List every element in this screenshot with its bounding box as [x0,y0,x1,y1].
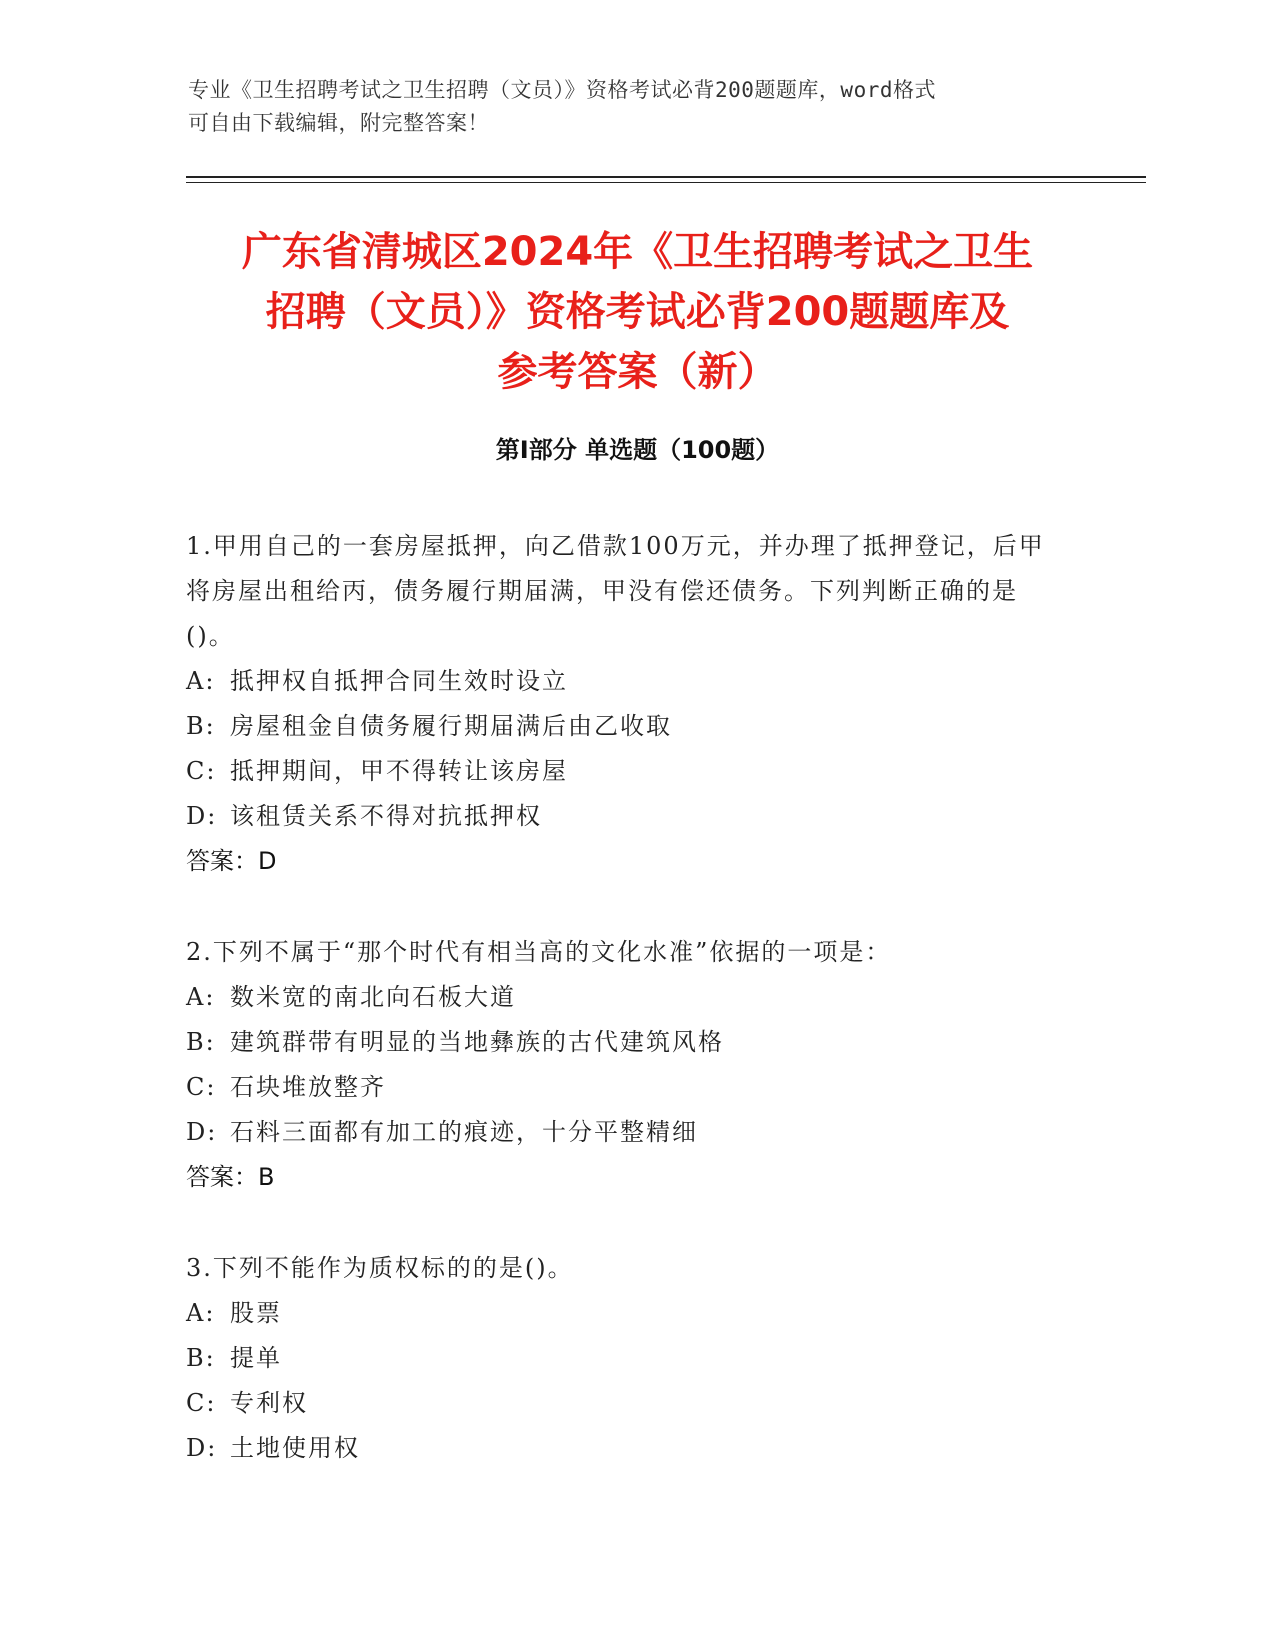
option-key: C: [186,757,217,785]
option-b [186,704,1066,749]
option-d [186,794,1066,839]
question-list [186,524,1066,1517]
document-title-line-1: 广东省清城区2024年《卫生招聘考试之卫生 [241,229,1034,275]
answer-label: 答案：B [186,1163,275,1191]
option-text: 石料三面都有加工的痕迹，十分平整精细 [230,1118,698,1146]
section-title: 第Ⅰ部分 单选题（100题） [495,436,780,464]
document-title-line-2: 招聘（文员）》资格考试必背200题题库及 [265,289,1010,335]
option-a [186,659,1066,704]
option-text: 土地使用权 [230,1434,360,1462]
option-key: D: [186,802,218,830]
question-stem: 1.甲用自己的一套房屋抵押，向乙借款100万元，并办理了抵押登记，后甲将房屋出租给丙，债务履行期届满，甲没有偿还债务。下列判断正确的是()。 [186,532,1045,650]
option-key: B: [186,712,216,740]
option-b [186,1336,1066,1381]
option-key: D: [186,1118,218,1146]
option-key: D: [186,1434,218,1462]
question-stem: 3.下列不能作为质权标的的是()。 [186,1254,574,1282]
option-key: A: [186,983,216,1011]
option-a [186,1291,1066,1336]
option-c [186,1065,1066,1110]
option-text: 提单 [230,1344,282,1372]
option-c [186,1381,1066,1426]
option-key: A: [186,667,216,695]
option-text: 抵押权自抵押合同生效时设立 [230,667,568,695]
document-title [150,222,1125,402]
option-d [186,1110,1066,1155]
option-text: 抵押期间，甲不得转让该房屋 [230,757,568,785]
header-rule-thick [186,176,1146,178]
document-title-line-3: 参考答案（新） [497,349,778,395]
question-2 [186,930,1066,1200]
header-note-line-2: 可自由下载编辑，附完整答案！ [188,111,489,135]
header-note [188,74,1088,140]
option-key: C: [186,1073,217,1101]
question-1 [186,524,1066,884]
option-text: 建筑群带有明显的当地彝族的古代建筑风格 [230,1028,724,1056]
header-note-line-1: 专业《卫生招聘考试之卫生招聘（文员）》资格考试必背200题题库，word格式 [188,78,936,102]
option-d [186,1426,1066,1471]
option-key: B: [186,1028,216,1056]
option-a [186,975,1066,1020]
header-rule-thin [186,182,1146,183]
option-b [186,1020,1066,1065]
option-text: 房屋租金自债务履行期届满后由乙收取 [230,712,672,740]
question-3 [186,1246,1066,1471]
option-key: B: [186,1344,216,1372]
option-text: 该租赁关系不得对抗抵押权 [230,802,542,830]
answer-label: 答案：D [186,847,277,875]
option-text: 石块堆放整齐 [230,1073,386,1101]
option-key: C: [186,1389,217,1417]
option-text: 数米宽的南北向石板大道 [230,983,516,1011]
option-text: 专利权 [230,1389,308,1417]
question-stem: 2.下列不属于“那个时代有相当高的文化水准”依据的一项是： [186,938,892,966]
option-text: 股票 [230,1299,282,1327]
option-key: A: [186,1299,216,1327]
option-c [186,749,1066,794]
